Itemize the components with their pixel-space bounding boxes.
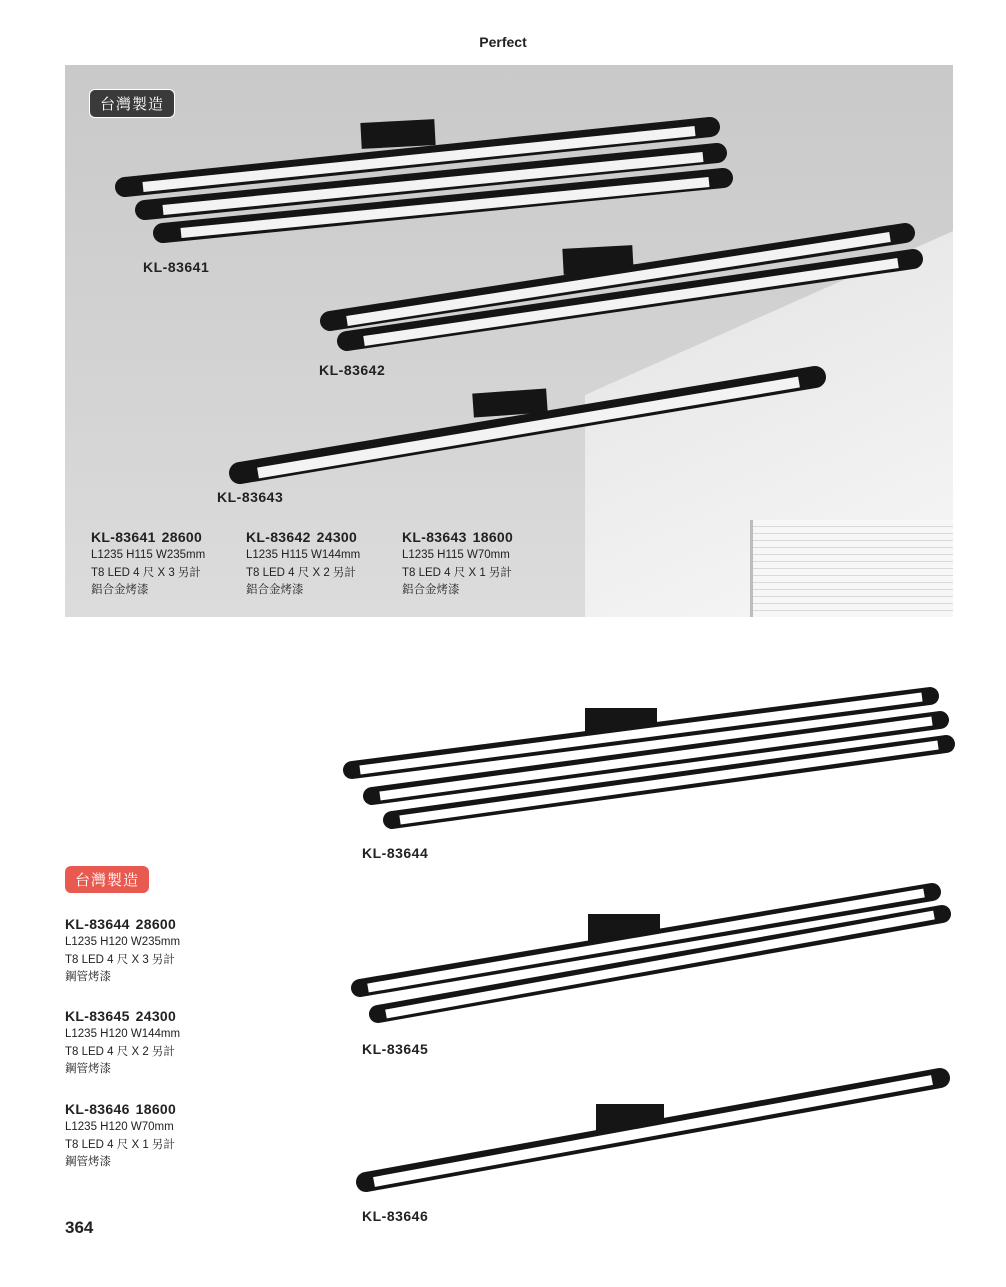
fixture-label: KL-83646 [362, 1208, 429, 1224]
fixture-kl-83646 [366, 1078, 940, 1182]
spec-size: L1235 H120 W235mm [65, 936, 181, 948]
spec-price: 24300 [316, 529, 358, 545]
spec-size: L1235 H120 W70mm [65, 1121, 174, 1133]
spec-model: KL-83644 [65, 916, 130, 932]
fixture-label: KL-83644 [362, 845, 429, 861]
spec-lamp: T8 LED 4 尺 X 2 另計 [246, 566, 356, 579]
fixture-label: KL-83643 [217, 489, 284, 505]
spec-price: 28600 [135, 916, 177, 932]
page-number: 364 [65, 1218, 94, 1237]
spec-model: KL-83645 [65, 1008, 130, 1024]
spec-finish: 鋁合金烤漆 [402, 584, 460, 596]
spec-lamp: T8 LED 4 尺 X 1 另計 [65, 1138, 175, 1151]
spec-block-kl-83645 [65, 1006, 180, 1079]
fixture-label: KL-83641 [143, 259, 210, 275]
spec-finish: 鋼管烤漆 [65, 1156, 111, 1168]
spec-model: KL-83646 [65, 1101, 130, 1117]
made-in-taiwan-badge: 台灣製造 [65, 866, 149, 893]
spec-finish: 鋁合金烤漆 [246, 584, 304, 596]
spec-lamp: T8 LED 4 尺 X 1 另計 [402, 566, 512, 579]
spec-model: KL-83641 [91, 529, 156, 545]
spec-price: 18600 [472, 529, 514, 545]
spec-size: L1235 H115 W70mm [402, 549, 510, 561]
spec-lamp: T8 LED 4 尺 X 3 另計 [65, 953, 175, 966]
spec-finish: 鋼管烤漆 [65, 1063, 111, 1075]
fixture-label: KL-83645 [362, 1041, 429, 1057]
spec-model: KL-83643 [402, 529, 467, 545]
spec-lamp: T8 LED 4 尺 X 3 另計 [91, 566, 201, 579]
spec-finish: 鋁合金烤漆 [91, 584, 149, 596]
spec-block-kl-83644 [65, 914, 180, 987]
spec-size: L1235 H120 W144mm [65, 1028, 181, 1040]
catalog-brand-header: Perfect [479, 34, 527, 50]
fixture-kl-83645 [360, 892, 942, 1014]
made-in-taiwan-badge: 台灣製造 [89, 89, 175, 118]
spec-block-kl-83646 [65, 1099, 176, 1172]
spec-price: 24300 [135, 1008, 177, 1024]
spec-finish: 鋼管烤漆 [65, 971, 111, 983]
spec-model: KL-83642 [246, 529, 311, 545]
spec-price: 28600 [161, 529, 203, 545]
fixture-label: KL-83642 [319, 362, 386, 378]
spec-size: L1235 H115 W235mm [91, 549, 206, 561]
spec-price: 18600 [135, 1101, 177, 1117]
spec-lamp: T8 LED 4 尺 X 2 另計 [65, 1045, 175, 1058]
fixture-kl-83644 [352, 696, 946, 820]
spec-size: L1235 H115 W144mm [246, 549, 361, 561]
